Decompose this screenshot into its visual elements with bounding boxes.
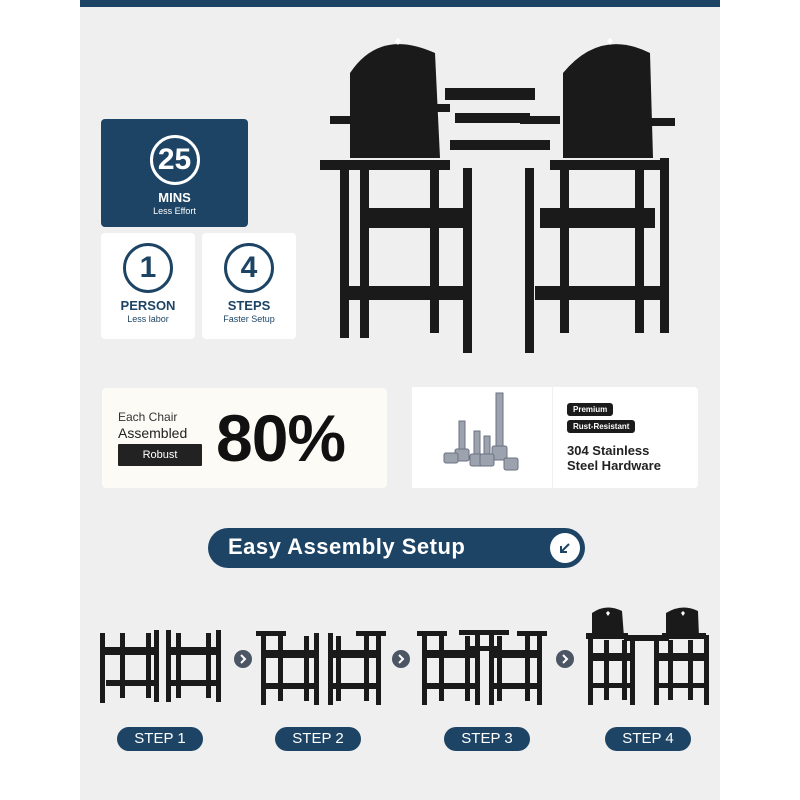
steps-sub: Faster Setup [223, 314, 275, 324]
person-title: PERSON [120, 298, 176, 313]
assembled-card [102, 388, 387, 488]
step2-image [256, 628, 390, 708]
assembled-line1: Each Chair [118, 410, 178, 424]
easy-assembly-banner [208, 528, 585, 568]
hardware-card [412, 387, 698, 488]
steps-badge [202, 233, 296, 339]
bolts-icon [434, 391, 534, 483]
chevron-right-icon [392, 650, 410, 668]
mins-sub: Less Effort [153, 206, 196, 216]
step-2-label: STEP 2 [275, 727, 361, 751]
steps-number: 4 [224, 243, 274, 293]
hardware-image [412, 387, 553, 488]
banner-title: Easy Assembly Setup [228, 534, 466, 559]
step-3-label: STEP 3 [444, 727, 530, 751]
top-bar [80, 0, 720, 7]
step-1-label: STEP 1 [117, 727, 203, 751]
step4-image [584, 605, 712, 707]
hero-chairs-image [315, 28, 690, 358]
hardware-line2: Steel Hardware [567, 458, 661, 473]
steps-title: STEPS [227, 298, 271, 313]
chevron-right-icon [234, 650, 252, 668]
hardware-line1: 304 Stainless [567, 443, 650, 458]
robust-tag: Robust [118, 444, 202, 466]
person-badge [101, 233, 195, 339]
hardware-text [567, 443, 661, 473]
chevron-right-icon [556, 650, 574, 668]
mins-badge [101, 119, 248, 227]
assembled-percent: 80% [216, 401, 346, 475]
mins-number: 25 [150, 135, 200, 185]
person-sub: Less labor [127, 314, 169, 324]
premium-tag: Premium [567, 403, 613, 416]
step1-image [98, 625, 228, 705]
step3-image [417, 628, 551, 708]
step-4-label: STEP 4 [605, 727, 691, 751]
arrow-down-left-icon [550, 533, 580, 563]
mins-title: MINS [158, 190, 191, 205]
person-number: 1 [123, 243, 173, 293]
rust-resistant-tag: Rust-Resistant [567, 420, 635, 433]
assembled-line2: Assembled [118, 425, 188, 441]
